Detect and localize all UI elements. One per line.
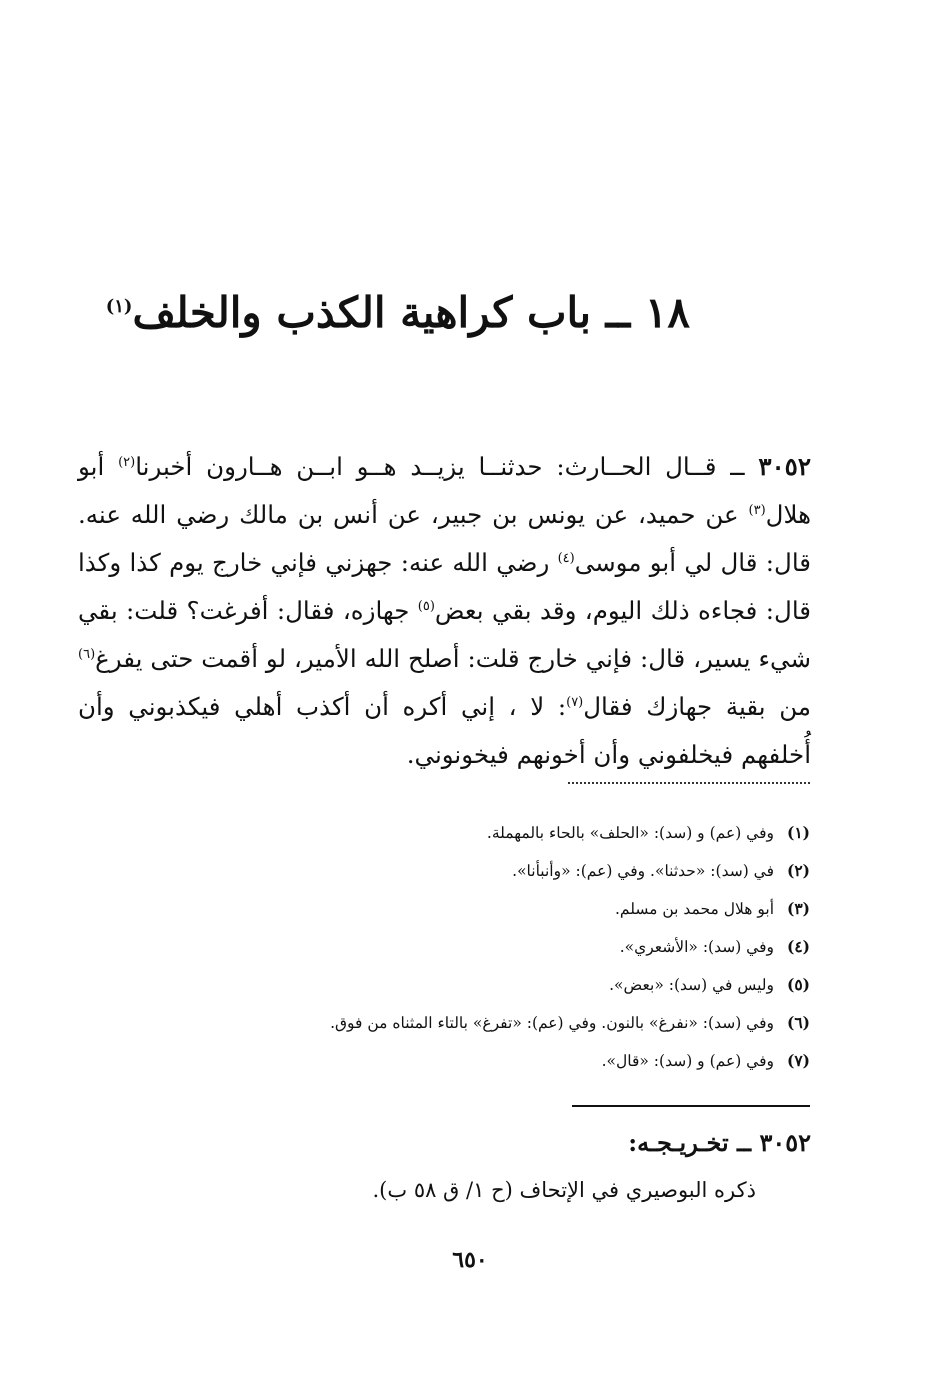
footnote-ref: (١): [105, 296, 133, 317]
hadith-text: [78, 443, 811, 779]
footnote-item: [200, 932, 810, 970]
footnote-text: وفي (سد): «نفرغ» بالنون. وفي (عم): «تفرغ» بالتاء المثناه من فوق.: [330, 1014, 774, 1032]
hadith-segment: ــ قــال الحــارث: حدثنــا يزيــد هــو ابــن هــارون أخبرنا: [135, 451, 759, 481]
page-number: ٦٥٠: [452, 1247, 488, 1273]
footnote-item: [200, 1046, 810, 1084]
chapter-title: [105, 288, 690, 337]
footnote-text: أبو هلال محمد بن مسلم.: [614, 900, 774, 918]
chapter-title-text: ١٨ ــ باب كراهية الكذب والخلف: [132, 288, 690, 337]
footnote-number: (٧): [786, 1051, 810, 1070]
footnote-number: (٣): [786, 899, 810, 918]
footnote-ref: (٤): [557, 550, 575, 566]
footnote-text: وفي (عم) و (سد): «الحلف» بالحاء بالمهملة.: [486, 824, 774, 842]
footnote-number: (١): [786, 823, 810, 842]
footnote-ref: (٣): [748, 502, 766, 518]
footnote-text: وفي (سد): «الأشعري».: [619, 938, 774, 956]
hadith-segment: أبو هلال: [78, 451, 811, 529]
footnote-separator: [568, 782, 810, 784]
footnote-ref: (٥): [417, 598, 435, 614]
footnote-text: وليس في (سد): «بعض».: [609, 976, 774, 994]
footnote-number: (٤): [786, 937, 810, 956]
footnote-item: [200, 818, 810, 856]
footnote-item: [200, 1008, 810, 1046]
footnote-item: [200, 894, 810, 932]
footnote-number: (٥): [786, 975, 810, 994]
hadith-segment: عن حميد، عن يونس بن جبير، عن أنس بن مالك رضي الله عنه. قال: قال لي أبو موسى: [78, 499, 811, 577]
footnote-ref: (٢): [118, 454, 136, 470]
footnote-item: [200, 856, 810, 894]
takhrij-text: ذكره البوصيري في الإتحاف (ح ١/ ق ٥٨ ب).: [372, 1178, 756, 1202]
footnote-item: [200, 970, 810, 1008]
hadith-segment: : لا ، إني أكره أن أكذب أهلي فيكذبوني وأن أُخلفهم فيخلفوني وأن أخونهم فيخونوني.: [78, 691, 811, 769]
hadith-segment: جهازه، فقال: أفرغت؟ قلت: بقي شيء يسير، قال: فإني خارج قلت: أصلح الله الأمير، لو أقمت حتى يفرغ: [78, 595, 811, 673]
hadith-segment: رضي الله عنه: جهزني فإني خارج يوم كذا وكذا قال: فجاءه ذلك اليوم، وقد بقي بعض: [78, 547, 811, 625]
hadith-segment: من بقية جهازك فقال: [583, 691, 811, 721]
footnote-text: في (سد): «حدثنا». وفي (عم): «وأنبأنا».: [512, 862, 774, 880]
footnote-number: (٦): [786, 1013, 810, 1032]
footnote-text: وفي (عم) و (سد): «قال».: [601, 1052, 774, 1070]
footnotes-list: [200, 818, 810, 1084]
footnote-ref: (٧): [566, 694, 584, 710]
hadith-number: ٣٠٥٢: [758, 451, 811, 481]
section-divider: [572, 1105, 810, 1107]
footnote-ref: (٦): [78, 646, 96, 662]
footnote-number: (٢): [786, 861, 810, 880]
takhrij-heading: ٣٠٥٢ ــ تخـريـجـه:: [628, 1128, 811, 1157]
